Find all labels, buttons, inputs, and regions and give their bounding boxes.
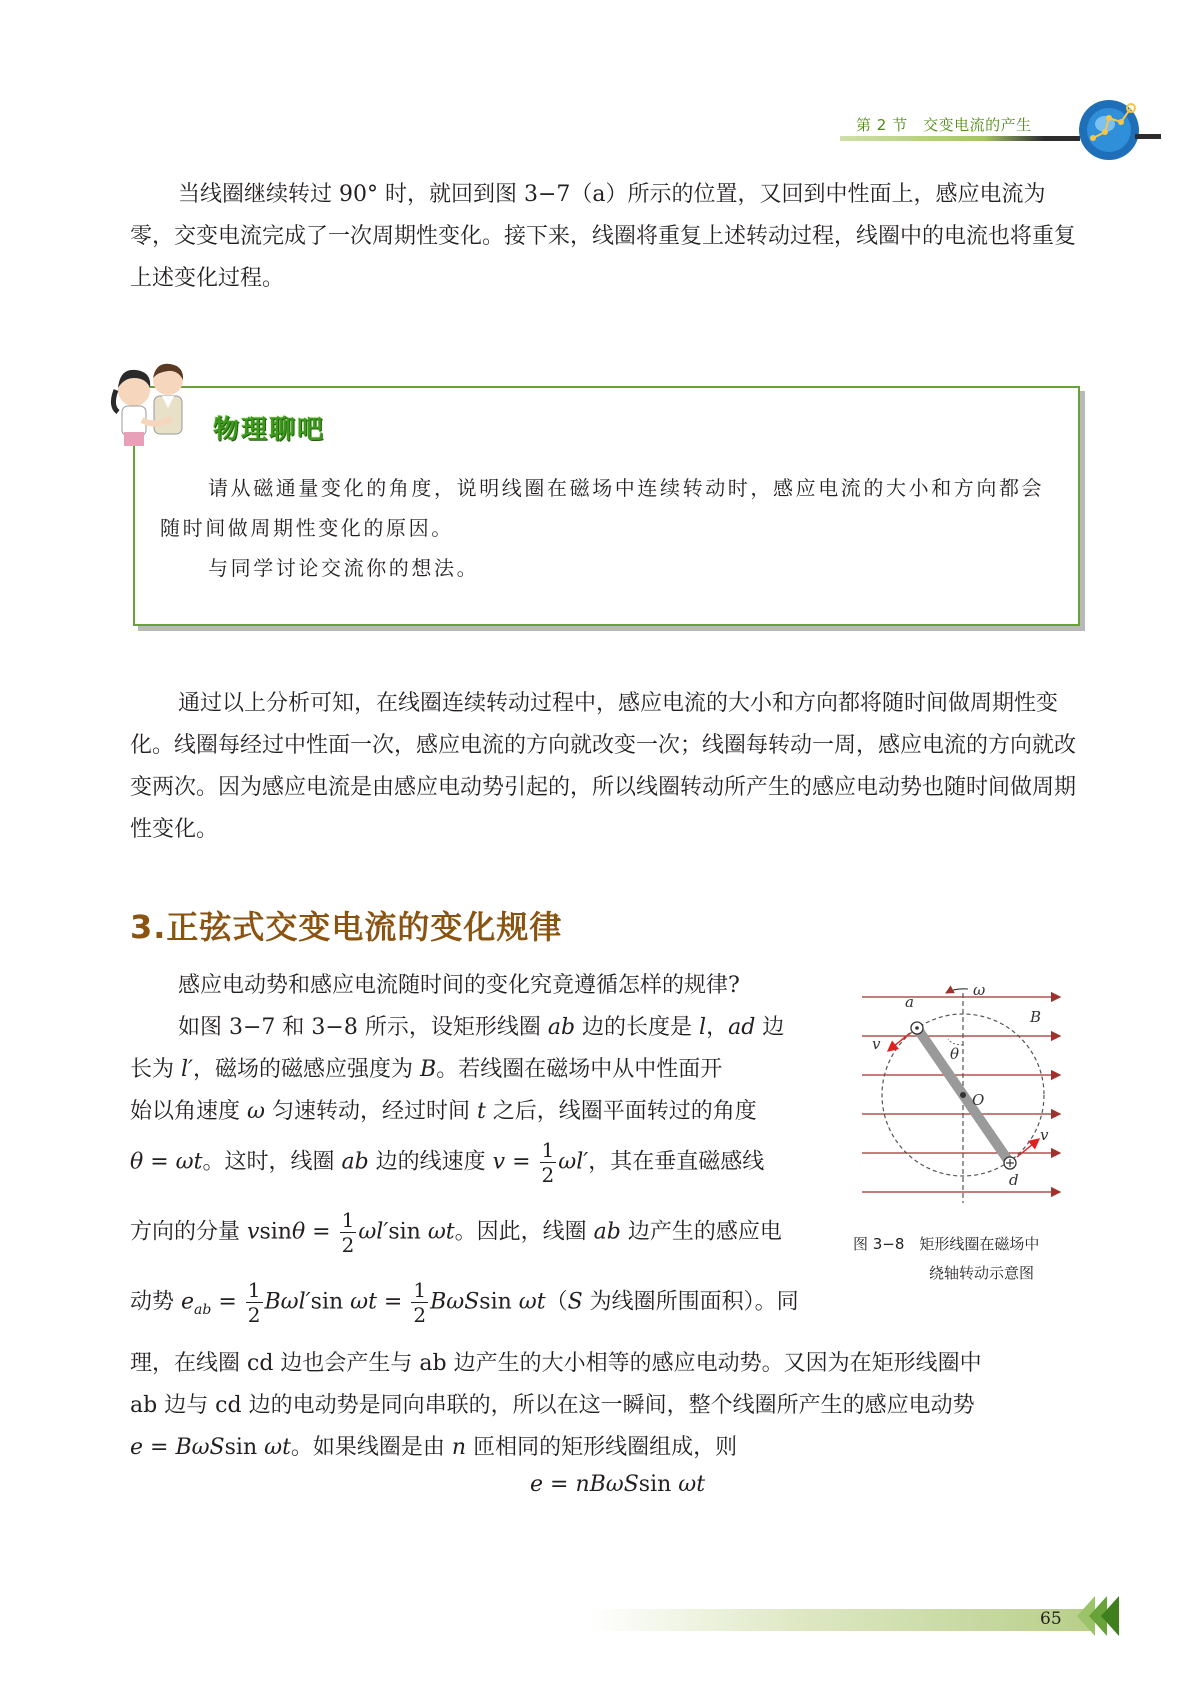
globe-logo-icon — [1075, 94, 1161, 164]
figure-caption-line2: 绕轴转动示意图 — [929, 1264, 1035, 1282]
fraction-half: $\frac{1}{2}$ — [341, 1208, 355, 1257]
body-line-cd-edge: 理，在线圈 cd 边也会产生与 ab 边产生的大小相等的感应电动势。又因为在矩形线圈中 — [130, 1351, 982, 1376]
body-line-emf-ab: 动势 $e_{ab}$ = $\frac{1}{2}$ Bωl′sin ωt = $\frac{1}{2}$ BωSsin ωt（S 为线圈所围面积）。同 — [130, 1278, 799, 1327]
talk-prompt: 与同学讨论交流你的想法。 — [208, 556, 480, 580]
header-rule — [840, 136, 1080, 141]
label-omega: ω — [973, 985, 986, 999]
talk-box-title: 物理聊吧 — [213, 415, 326, 445]
body-line-total-emf: e = BωSsin ωt。如果线圈是由 n 匝相同的矩形线圈组成，则 — [130, 1435, 738, 1460]
label-theta: θ — [950, 1045, 960, 1063]
label-d: d — [1009, 1171, 1019, 1189]
section-header-label: 第 2 节 交变电流的产生 — [856, 116, 1032, 134]
fraction-half: $\frac{1}{2}$ — [541, 1138, 555, 1187]
figure-rotating-coil-diagram — [860, 985, 1070, 1205]
paragraph-analysis: 通过以上分析可知，在线圈连续转动过程中，感应电流的大小和方向都将随时间做周期性变化。线圈每经过中性面一次，感应电流的方向就改变一次；线圈每转动一周，感应电流的方向就改变两次。因为感应电流是由感应电动势引起的，所以线圈转动所产生的感应电动势也随时间做周期性变化。 — [130, 691, 1077, 842]
students-illustration-icon — [96, 350, 208, 462]
page-number: 65 — [1040, 1609, 1062, 1629]
figure-caption-line1: 图 3−8 矩形线圈在磁场中 — [853, 1235, 1040, 1253]
body-line-series: ab 边与 cd 边的电动势是同向串联的，所以在这一瞬间，整个线圈所产生的感应电动势 — [130, 1393, 975, 1418]
page-chevrons-icon — [1075, 1592, 1125, 1640]
label-a: a — [905, 993, 914, 1011]
fraction-half: $\frac{1}{2}$ — [247, 1278, 261, 1327]
label-v-left: v — [872, 1035, 881, 1053]
velocity-arrow-right — [1017, 1139, 1039, 1157]
label-v-right: v — [1040, 1126, 1049, 1144]
fraction-half: $\frac{1}{2}$ — [413, 1278, 427, 1327]
label-O: O — [972, 1091, 985, 1109]
formula-emf-n-turns: e = nBωSsin ωt — [530, 1472, 706, 1497]
body-line-component: 方向的分量 vsinθ = $\frac{1}{2}$ ωl′sin ωt。因此，线圈 ab 边产生的感应电 — [130, 1208, 782, 1257]
body-line-setup: 如图 3−7 和 3−8 所示，设矩形线圈 ab 边的长度是 l，ad 边 — [178, 1015, 785, 1040]
footer-bar — [590, 1609, 1090, 1631]
omega-arrow — [946, 989, 968, 993]
body-line-question: 感应电动势和感应电流随时间的变化究竟遵循怎样的规律? — [178, 973, 740, 998]
body-line-velocity: θ = ωt。这时，线圈 ab 边的线速度 v = $\frac{1}{2}$ ωl′，其在垂直磁感线 — [130, 1138, 765, 1187]
section-title: 3.正弦式交变电流的变化规律 — [130, 908, 563, 946]
talk-question: 请从磁通量变化的角度，说明线圈在磁场中连续转动时，感应电流的大小和方向都会随时间做周期性变化的原因。 — [160, 476, 1045, 540]
paragraph-intro: 当线圈继续转过 90° 时，就回到图 3−7（a）所示的位置，又回到中性面上，感应电流为零，交变电流完成了一次周期性变化。接下来，线圈将重复上述转动过程，线圈中的电流也将重复上述变化过程。 — [130, 182, 1077, 291]
body-line-length: 长为 l′，磁场的磁感应强度为 B。若线圈在磁场中从中性面开 — [130, 1057, 723, 1082]
label-B: B — [1030, 1008, 1042, 1026]
body-line-rotation: 始以角速度 ω 匀速转动，经过时间 t 之后，线圈平面转过的角度 — [130, 1099, 757, 1124]
